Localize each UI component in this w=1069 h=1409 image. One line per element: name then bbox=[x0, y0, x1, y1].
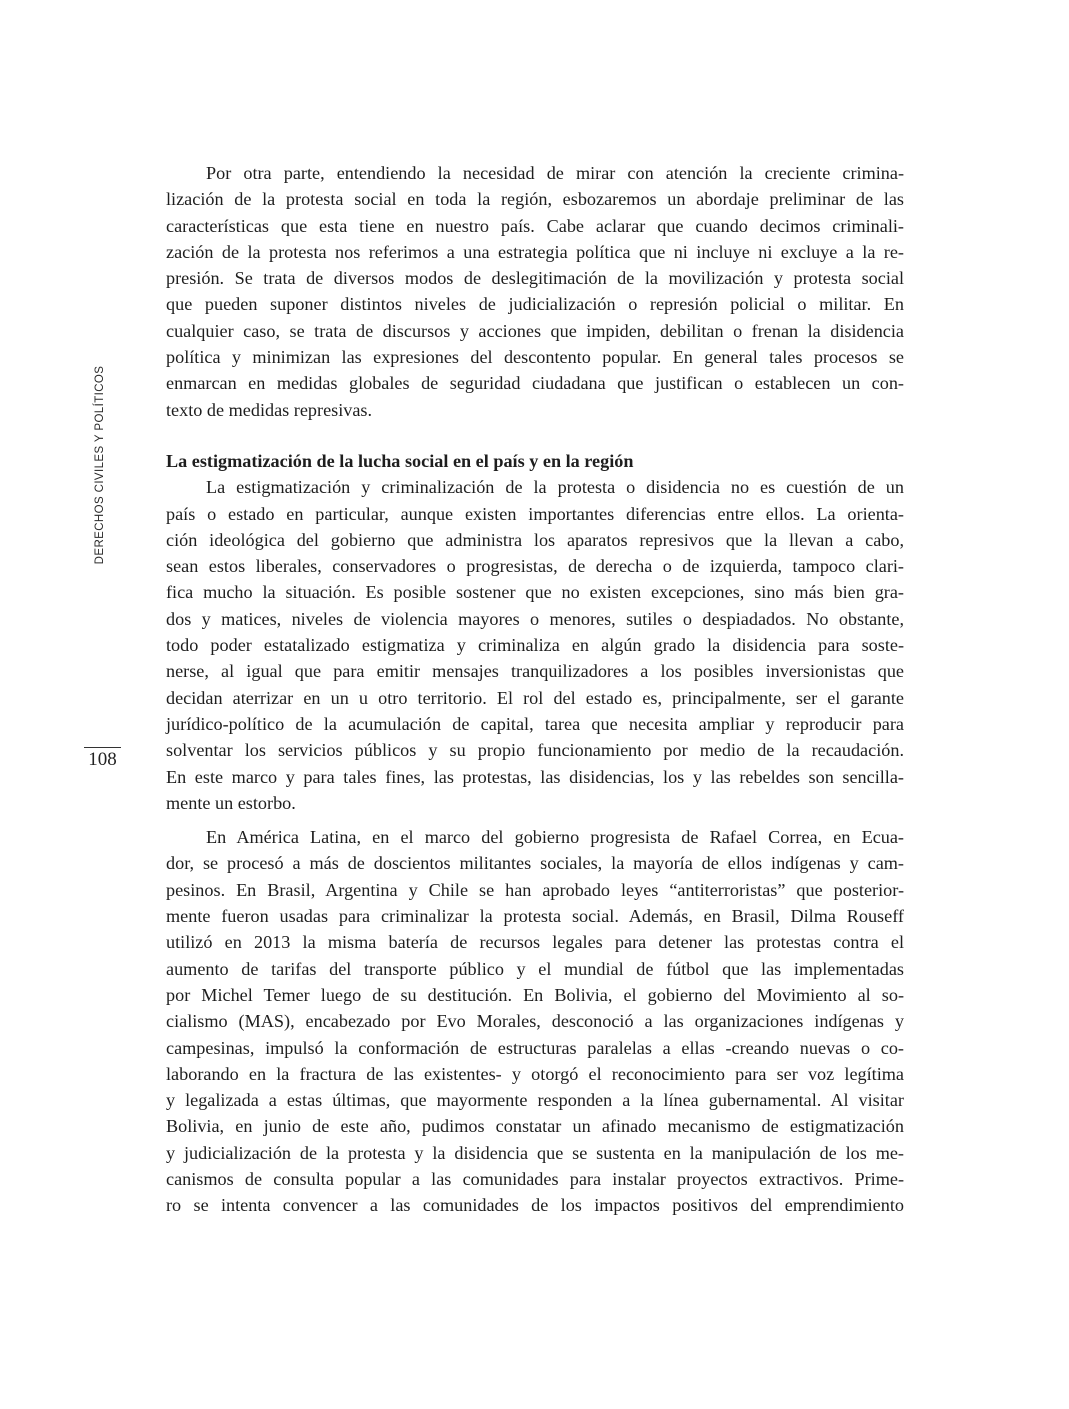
body-text bbox=[166, 160, 904, 1219]
page-number: 108 bbox=[88, 749, 117, 770]
text-line: dos y matices, niveles de violencia mayores o menores, sutiles o despiadados. No obstante, bbox=[166, 608, 904, 629]
text-line: mente un estorbo. bbox=[166, 792, 296, 813]
text-line: nerse, al igual que para emitir mensajes tranquilizadores a los posibles inversionistas que bbox=[166, 661, 904, 682]
text-line: cialismo (MAS), encabezado por Evo Morales, desconoció a las organizaciones indígenas y bbox=[166, 1011, 904, 1032]
text-line: sean estos liberales, conservadores o progresistas, de derecha o de izquierda, tampoco clari- bbox=[166, 556, 904, 577]
text-line: canismos de consulta popular a las comunidades para instalar proyectos extractivos. Prime- bbox=[166, 1168, 904, 1189]
text-line: laborando en la fractura de las existentes- y otorgó el reconocimiento para ser voz legítima bbox=[166, 1063, 904, 1084]
page-number-rule bbox=[84, 747, 121, 748]
text-line: La estigmatización y criminalización de la protesta o disidencia no es cuestión de un bbox=[206, 477, 904, 498]
text-line: y judicialización de la protesta y la disidencia que se sustenta en la manipulación de los me- bbox=[166, 1142, 904, 1163]
text-line: Por otra parte, entendiendo la necesidad de mirar con atención la creciente crimina- bbox=[206, 163, 904, 183]
text-line: lización de la protesta social en toda la región, esbozaremos un abordaje preliminar de las bbox=[166, 189, 904, 210]
text-line: y legalizada a estas últimas, que mayormente responden a la línea gubernamental. Al visitar bbox=[166, 1090, 904, 1111]
text-line: enmarcan en medidas globales de seguridad ciudadana que justifican o establecen un con- bbox=[166, 373, 904, 394]
text-line: dor, se procesó a más de doscientos militantes sociales, la mayoría de ellos indígenas y cam- bbox=[166, 853, 904, 874]
paragraph-3 bbox=[166, 824, 904, 1218]
text-line: país o estado en particular, aunque existen importantes diferencias entre ellos. La orienta- bbox=[166, 503, 904, 524]
text-line: zación de la protesta nos referimos a una estrategia política que ni incluye ni excluye a la re- bbox=[166, 241, 904, 262]
text-line: todo poder estatalizado estigmatiza y criminaliza en algún grado la disidencia para soste- bbox=[166, 635, 904, 656]
text-line: ción ideológica del gobierno que administra los aparatos represivos que la llevan a cabo, bbox=[166, 529, 904, 550]
paragraph-2 bbox=[166, 474, 904, 816]
text-line: características que esta tiene en nuestro país. Cabe aclarar que cuando decimos criminali- bbox=[166, 215, 904, 236]
text-line: ro se intenta convencer a las comunidades de los impactos positivos del emprendimiento bbox=[166, 1195, 904, 1216]
text-line: campesinas, impulsó la conformación de estructuras paralelas a ellas -creando nuevas o co- bbox=[166, 1037, 904, 1058]
text-line: por Michel Temer luego de su destitución. En Bolivia, el gobierno del Movimiento al so- bbox=[166, 984, 904, 1005]
text-line: cualquier caso, se trata de discursos y acciones que impiden, debilitan o frenan la disidencia bbox=[166, 320, 904, 341]
text-line: fica mucho la situación. Es posible sostener que no existen excepciones, sino más bien gra- bbox=[166, 582, 904, 603]
text-line: solventar los servicios públicos y su propio funcionamiento por medio de la recaudación. bbox=[166, 740, 904, 761]
text-line: aumento de tarifas del transporte público y el mundial de fútbol que las implementadas bbox=[166, 958, 904, 979]
text-line: presión. Se trata de diversos modos de deslegitimación de la movilización y protesta social bbox=[166, 268, 904, 289]
paragraph-1 bbox=[166, 160, 904, 423]
text-line: decidan aterrizar en un u otro territorio. El rol del estado es, principalmente, ser el garante bbox=[166, 687, 904, 708]
text-line: utilizó en 2013 la misma batería de recursos legales para detener las protestas contra el bbox=[166, 932, 904, 953]
text-line: En este marco y para tales fines, las protestas, las disidencias, los y las rebeldes son sencilla- bbox=[166, 766, 904, 787]
text-line: Bolivia, en junio de este año, pudimos constatar un afinado mecanismo de estigmatización bbox=[166, 1116, 904, 1137]
text-line: pesinos. En Brasil, Argentina y Chile se han aprobado leyes “antiterroristas” que posterior- bbox=[166, 879, 904, 900]
section-heading: La estigmatización de la lucha social en el país y en la región bbox=[166, 450, 634, 471]
running-head: DERECHOS CIVILES Y POLÍTICOS bbox=[94, 365, 106, 565]
text-line: jurídico-político de la acumulación de capital, tarea que necesita ampliar y reproducir para bbox=[166, 713, 904, 734]
text-line: texto de medidas represivas. bbox=[166, 399, 373, 420]
text-line: política y minimizan las expresiones del descontento popular. En general tales procesos se bbox=[166, 347, 904, 368]
text-line: que pueden suponer distintos niveles de judicialización o represión policial o militar. En bbox=[166, 294, 904, 315]
text-line: mente fueron usadas para criminalizar la protesta social. Además, en Brasil, Dilma Rouseff bbox=[166, 906, 904, 927]
paragraph-spacer bbox=[166, 816, 904, 824]
text-line: En América Latina, en el marco del gobierno progresista de Rafael Correa, en Ecua- bbox=[206, 827, 904, 848]
